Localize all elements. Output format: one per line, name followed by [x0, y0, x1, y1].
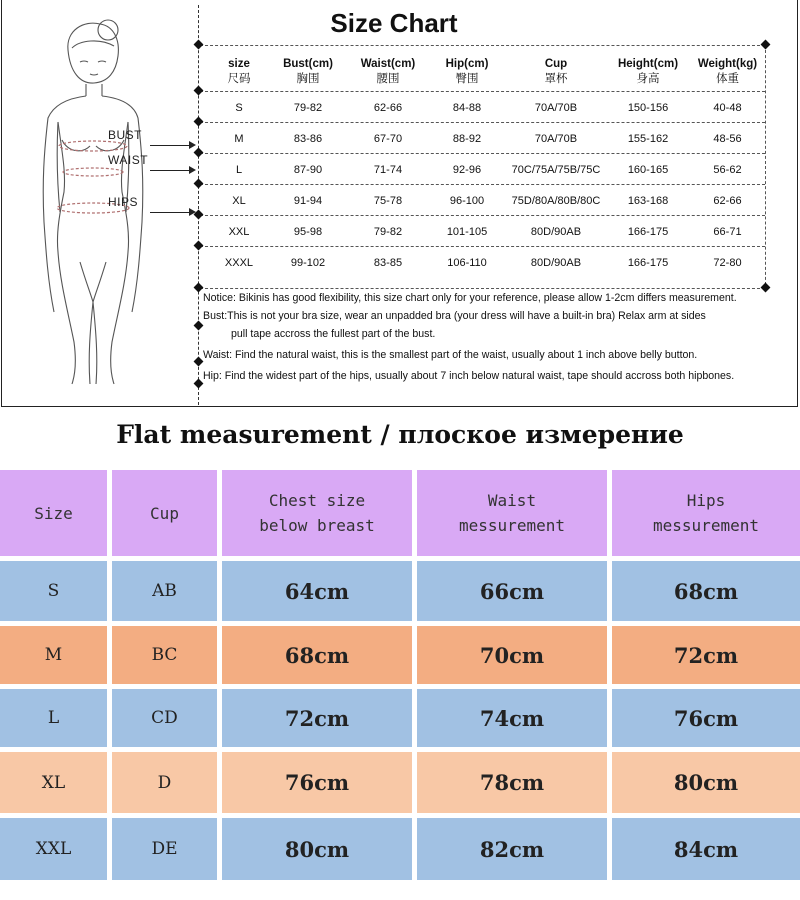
header-bust: Bust(cm) 胸围 — [283, 58, 333, 85]
size-cell: XL — [0, 752, 107, 813]
waist-label: WAIST — [108, 153, 149, 167]
header-size: size 尺码 — [227, 58, 251, 85]
hips-cell: 76cm — [612, 689, 800, 747]
bust-arrow — [150, 145, 194, 146]
table-row: M 83-86 67-70 88-92 70A/70B 155-162 48-56 — [234, 132, 742, 145]
left-dash-divider — [198, 5, 199, 405]
header-waist: Waist(cm) 腰围 — [360, 58, 416, 85]
bust-label: BUST — [108, 128, 143, 142]
cup-cell: DE — [112, 818, 217, 880]
header-weight: Weight(kg) 体重 — [697, 58, 758, 85]
waist-arrow — [150, 170, 194, 171]
header-hips: Hips messurement — [612, 470, 800, 556]
waist-cell: 82cm — [417, 818, 607, 880]
size-cell: S — [0, 561, 107, 621]
header-size: Size — [0, 470, 107, 556]
size-cell: M — [0, 626, 107, 684]
flat-measurement-table — [0, 470, 800, 895]
header-cup: Cup 罩杯 — [544, 58, 568, 85]
header-height: Height(cm) 身高 — [617, 58, 679, 85]
waist-note: Waist: Find the natural waist, this is the smallest part of the waist, usually about 1 inch above belly button. — [203, 349, 698, 361]
header-cup: Cup — [112, 470, 217, 556]
hips-arrow — [150, 212, 194, 213]
hips-cell: 72cm — [612, 626, 800, 684]
hips-cell: 84cm — [612, 818, 800, 880]
right-dash-divider — [765, 45, 766, 290]
chest-cell: 64cm — [222, 561, 412, 621]
body-figure-illustration — [10, 12, 190, 392]
cup-cell: CD — [112, 689, 217, 747]
cup-cell: BC — [112, 626, 217, 684]
size-chart-section — [0, 0, 800, 410]
chest-cell: 72cm — [222, 689, 412, 747]
chest-cell: 68cm — [222, 626, 412, 684]
bust-note-continued: pull tape accross the fullest part of the bust. — [231, 328, 436, 340]
notice-note: Notice: Bikinis has good flexibility, this size chart only for your reference, please allow 1-2cm differs measurement. — [203, 292, 737, 304]
waist-cell: 70cm — [417, 626, 607, 684]
cup-cell: AB — [112, 561, 217, 621]
measurement-notes — [203, 288, 783, 387]
hips-cell: 80cm — [612, 752, 800, 813]
bust-note: Bust:This is not your bra size, wear an unpadded bra (your dress will have a built-in bra) Relax arm at sides — [203, 310, 706, 322]
hips-label: HIPS — [108, 195, 139, 209]
flat-measurement-title: Flat measurement / плоское измерение — [116, 420, 684, 449]
chest-cell: 80cm — [222, 818, 412, 880]
hip-note: Hip: Find the widest part of the hips, usually about 7 inch below natural waist, tape should accross both hipbones. — [203, 370, 735, 382]
size-chart-title: Size Chart — [330, 8, 458, 38]
row-divider — [200, 45, 765, 46]
table-row: S 79-82 62-66 84-88 70A/70B 150-156 40-48 — [235, 101, 742, 114]
table-row: XL 91-94 75-78 96-100 75D/80A/80B/80C 163-168 62-66 — [232, 194, 742, 207]
waist-cell: 74cm — [417, 689, 607, 747]
waist-cell: 66cm — [417, 561, 607, 621]
header-waist: Waist messurement — [417, 470, 607, 556]
chest-cell: 76cm — [222, 752, 412, 813]
table-row: XXXL 99-102 83-85 106-110 80D/90AB 166-175 72-80 — [224, 256, 742, 269]
hips-cell: 68cm — [612, 561, 800, 621]
size-cell: XXL — [0, 818, 107, 880]
table-row: XXL 95-98 79-82 101-105 80D/90AB 166-175 66-71 — [228, 225, 742, 238]
header-chest: Chest size below breast — [222, 470, 412, 556]
size-cell: L — [0, 689, 107, 747]
waist-cell: 78cm — [417, 752, 607, 813]
size-chart-table — [210, 52, 765, 278]
size-chart-header-row — [210, 52, 765, 92]
header-hip: Hip(cm) 臀围 — [445, 58, 489, 85]
cup-cell: D — [112, 752, 217, 813]
table-row: L 87-90 71-74 92-96 70C/75A/75B/75C 160-165 56-62 — [235, 163, 742, 176]
